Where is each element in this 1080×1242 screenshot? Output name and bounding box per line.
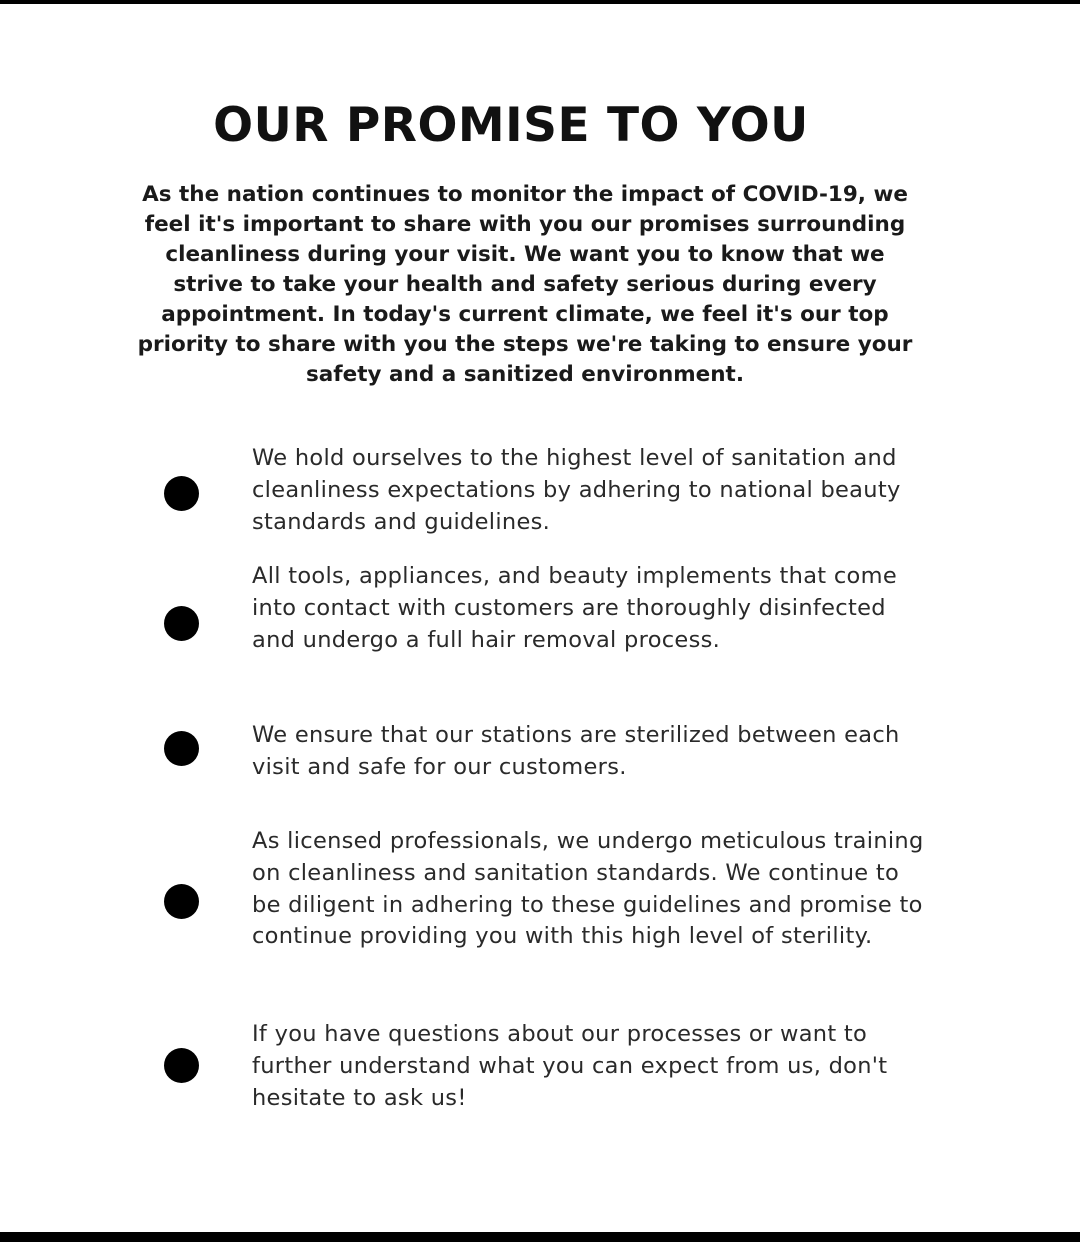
intro-paragraph: As the nation continues to monitor the impact of COVID-19, we feel it's important to share with you our promises surrounding cleanliness during your visit. We want you to know that we strive to take your health and safety serious during every appointment. In today's current climate, we feel it's our top priority to share with you the steps we're taking to ensure your safety and a sanitized environment. — [137, 182, 913, 387]
bullet-dot-icon — [164, 606, 199, 641]
promise-text: If you have questions about our processes or want to further understand what you can expect from us, don't hesitate to ask us! — [252, 1021, 888, 1111]
bullet-dot-icon — [164, 1048, 199, 1083]
bullet-dot-icon — [164, 884, 199, 919]
bullet-dot-icon — [164, 476, 199, 511]
bullet-dot-icon — [164, 731, 199, 766]
promise-text: We hold ourselves to the highest level of sanitation and cleanliness expectations by adhering to national beauty standards and guidelines. — [252, 445, 901, 535]
promise-text: As licensed professionals, we undergo meticulous training on cleanliness and sanitation standards. We continue to be diligent in adhering to these guidelines and promise to continue providing you with this high level of sterility. — [252, 828, 924, 950]
promise-page — [0, 4, 1080, 1232]
promise-text: All tools, appliances, and beauty implements that come into contact with customers are thoroughly disinfected and undergo a full hair removal process. — [252, 563, 897, 653]
promise-text: We ensure that our stations are sterilized between each visit and safe for our customers. — [252, 722, 900, 780]
page-title: OUR PROMISE TO YOU — [213, 98, 809, 153]
